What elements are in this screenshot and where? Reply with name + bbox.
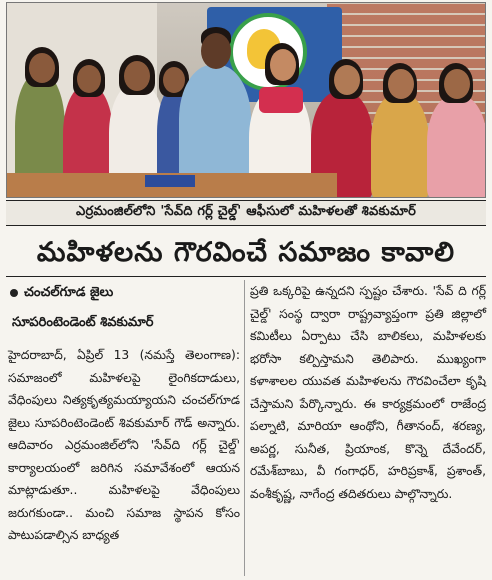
subheading-line-1: చంచల్‌గూడ జైలు (24, 285, 114, 300)
left-paragraph: హైదరాబాద్‌, ఏప్రిల్‌ 13 (నమస్తే తెలంగాణ): సమాజంలో మహిళలపై లైంగికదాడులు, వేధింపులు నిత్యకృత్యమయ్యాయని చంచల్‌గూడ జైలు సూపరింటెండెంట్‌ శివకుమార్‌ గౌడ్‌ అన్నారు. ఆదివారం ఎర్రమంజిల్‌లోని 'సేవ్‌ది గర్ల్‌ చైల్డ్‌' కార్యాలయంలో జరిగిన సమావేశంలో ఆయన మాట్లాడుతూ.. మహిళలపై వేధింపులు జరుగకుండా.. మంచి సమాజ స్థాపన కోసం పాటుపడాల్సిన బాధ్యత (8, 348, 240, 542)
person-3-head (124, 61, 150, 91)
photo-caption: ఎర్రమంజిల్‌లోని 'సేవ్‌ది గర్ల్‌ చైల్డ్‌' ఆఫీసులో మహిళలతో శివకుమార్‌ (6, 200, 486, 226)
right-column (250, 280, 486, 505)
subheading-line-2: సూపరింటెండెంట్‌ శివకుమార్‌ (12, 315, 154, 330)
person-4-head (163, 67, 185, 93)
right-paragraph: ప్రతి ఒక్కరిపై ఉన్నదని స్పష్టం చేశారు. 'సేవ్‌ ది గర్ల్‌ చైల్డ్‌' సంస్థ ద్వారా రాష్ట్రవ్యాప్తంగా ప్రతి జిల్లాలో కమిటీలు ఏర్పాటు చేసి బాలికలు, మహిళలకు భరోసా కల్పిస్తామని తెలిపారు. ముఖ్యంగా కళాశాలల యువత మహిళలను గౌరవించేలా కృషి చేస్తామని పేర్కొన్నారు. ఈ కార్యక్రమంలో రాజేంద్ర పల్నాటి, మారియా ఆంథోని, గీతానంద్‌, శరణ్య, అపర్ణ, సునీత, ప్రియాంక, కొన్నె దేవేందర్‌, రమేశ్‌బాబు, వీ గంగాధర్‌, హరిప్రకాశ్‌, ప్రశాంత్‌, వంశీకృష్ణ, నాగేంద్ర తదితరులు పాల్గొన్నారు. (250, 284, 486, 501)
person-9-head (444, 69, 470, 99)
news-photo (6, 2, 486, 198)
headline-rule (6, 276, 486, 277)
column-divider (244, 280, 245, 576)
photo-book (145, 175, 195, 187)
left-column (8, 280, 240, 547)
article-body-right (250, 280, 486, 505)
person-6-dupatta (259, 87, 303, 113)
person-1-head (29, 53, 55, 83)
person-6-head (270, 49, 296, 81)
person-8-head (388, 69, 414, 99)
article-body-left (8, 344, 240, 547)
person-7-head (334, 65, 360, 95)
person-2-head (77, 65, 101, 93)
person-5-head (201, 33, 231, 69)
person-9 (427, 95, 486, 198)
bullet-icon (10, 289, 18, 297)
person-8 (371, 93, 429, 198)
headline: మహిళలను గౌరవించే సమాజం కావాలి (36, 237, 456, 268)
person-5 (179, 65, 251, 185)
subheading (8, 280, 240, 306)
